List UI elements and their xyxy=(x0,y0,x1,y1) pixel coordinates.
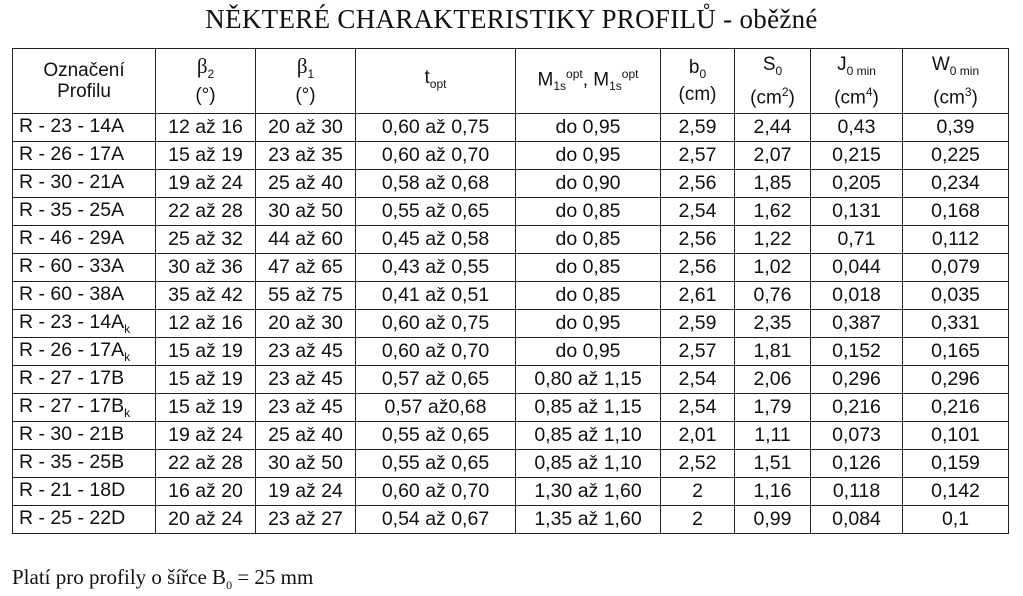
cell-oznaceni: R - 30 - 21A xyxy=(13,170,156,198)
cell-w0: 0,168 xyxy=(903,198,1009,226)
cell-oznaceni: R - 35 - 25B xyxy=(13,450,156,478)
cell-m1s: 1,35 až 1,60 xyxy=(516,506,661,534)
cell-beta1: 25 až 40 xyxy=(256,170,356,198)
cell-topt: 0,45 až 0,58 xyxy=(356,226,516,254)
cell-m1s: do 0,85 xyxy=(516,282,661,310)
cell-s0: 1,22 xyxy=(735,226,811,254)
cell-w0: 0,1 xyxy=(903,506,1009,534)
cell-topt: 0,41 až 0,51 xyxy=(356,282,516,310)
cell-j0: 0,43 xyxy=(811,114,903,142)
cell-beta2: 22 až 28 xyxy=(156,450,256,478)
cell-w0: 0,331 xyxy=(903,310,1009,338)
cell-b0: 2,57 xyxy=(661,338,735,366)
header-m1s: $M_{1s}^{opt}$, $M_{1s}^{opt}$ xyxy=(516,49,661,114)
cell-topt: 0,57 až 0,65 xyxy=(356,366,516,394)
cell-beta1: 20 až 30 xyxy=(256,310,356,338)
cell-b0: 2,59 xyxy=(661,114,735,142)
cell-beta1: 25 až 40 xyxy=(256,422,356,450)
table-row xyxy=(13,478,1009,506)
cell-s0: 1,51 xyxy=(735,450,811,478)
cell-j0: 0,387 xyxy=(811,310,903,338)
cell-b0: 2 xyxy=(661,478,735,506)
cell-beta1: 23 až 35 xyxy=(256,142,356,170)
cell-w0: 0,225 xyxy=(903,142,1009,170)
table-row xyxy=(13,282,1009,310)
table-row xyxy=(13,142,1009,170)
cell-beta2: 12 až 16 xyxy=(156,114,256,142)
cell-b0: 2,57 xyxy=(661,142,735,170)
cell-topt: 0,60 až 0,75 xyxy=(356,114,516,142)
cell-oznaceni: R - $23 - 14A_k$ xyxy=(13,310,156,338)
header-w0: $W_{0 min}$ $(cm^3)$ xyxy=(903,49,1009,114)
table-row xyxy=(13,394,1009,422)
cell-beta1: 23 až 27 xyxy=(256,506,356,534)
cell-j0: 0,126 xyxy=(811,450,903,478)
cell-w0: 0,142 xyxy=(903,478,1009,506)
cell-oznaceni: R - $27 - 17B_k$ xyxy=(13,394,156,422)
table-row xyxy=(13,114,1009,142)
cell-topt: 0,55 až 0,65 xyxy=(356,450,516,478)
cell-beta2: 15 až 19 xyxy=(156,394,256,422)
cell-j0: 0,205 xyxy=(811,170,903,198)
cell-s0: 1,85 xyxy=(735,170,811,198)
cell-w0: 0,035 xyxy=(903,282,1009,310)
cell-oznaceni: R - 27 - 17B xyxy=(13,366,156,394)
cell-b0: 2,54 xyxy=(661,394,735,422)
cell-w0: 0,079 xyxy=(903,254,1009,282)
cell-s0: 2,06 xyxy=(735,366,811,394)
table-row xyxy=(13,226,1009,254)
cell-beta1: 20 až 30 xyxy=(256,114,356,142)
cell-oznaceni: R - 26 - 17A xyxy=(13,142,156,170)
cell-s0: 2,07 xyxy=(735,142,811,170)
cell-m1s: 0,85 až 1,10 xyxy=(516,422,661,450)
cell-topt: 0,55 až 0,65 xyxy=(356,422,516,450)
cell-w0: 0,39 xyxy=(903,114,1009,142)
cell-oznaceni: R - $26 - 17A_k$ xyxy=(13,338,156,366)
cell-beta1: 23 až 45 xyxy=(256,366,356,394)
cell-beta1: 55 až 75 xyxy=(256,282,356,310)
cell-m1s: 1,30 až 1,60 xyxy=(516,478,661,506)
table-row xyxy=(13,506,1009,534)
cell-oznaceni: R - 46 - 29A xyxy=(13,226,156,254)
cell-beta1: 44 až 60 xyxy=(256,226,356,254)
cell-topt: 0,58 až 0,68 xyxy=(356,170,516,198)
cell-beta1: 47 až 65 xyxy=(256,254,356,282)
cell-m1s: do 0,85 xyxy=(516,198,661,226)
cell-oznaceni: R - 60 - 33A xyxy=(13,254,156,282)
cell-oznaceni: R - 25 - 22D xyxy=(13,506,156,534)
cell-m1s: do 0,95 xyxy=(516,142,661,170)
header-beta2: $\beta_2$ (°) xyxy=(156,49,256,114)
cell-oznaceni: R - 60 - 38A xyxy=(13,282,156,310)
cell-beta1: 30 až 50 xyxy=(256,450,356,478)
cell-beta2: 25 až 32 xyxy=(156,226,256,254)
cell-topt: 0,43 až 0,55 xyxy=(356,254,516,282)
cell-b0: 2,56 xyxy=(661,254,735,282)
cell-j0: 0,073 xyxy=(811,422,903,450)
cell-s0: 1,02 xyxy=(735,254,811,282)
cell-beta1: 23 až 45 xyxy=(256,394,356,422)
cell-m1s: do 0,95 xyxy=(516,114,661,142)
table-row xyxy=(13,198,1009,226)
cell-beta2: 35 až 42 xyxy=(156,282,256,310)
cell-m1s: do 0,95 xyxy=(516,338,661,366)
cell-beta2: 15 až 19 xyxy=(156,366,256,394)
cell-b0: 2,56 xyxy=(661,226,735,254)
header-s0: $S_0$ $(cm^2)$ xyxy=(735,49,811,114)
cell-j0: 0,084 xyxy=(811,506,903,534)
cell-oznaceni: R - 35 - 25A xyxy=(13,198,156,226)
cell-beta1: 19 až 24 xyxy=(256,478,356,506)
header-j0: $J_{0 min}$ $(cm^4)$ xyxy=(811,49,903,114)
table-row xyxy=(13,422,1009,450)
cell-j0: 0,152 xyxy=(811,338,903,366)
cell-topt: 0,60 až 0,70 xyxy=(356,338,516,366)
cell-b0: 2,54 xyxy=(661,366,735,394)
header-oznaceni: Označení Profilu xyxy=(13,49,156,114)
cell-m1s: 0,85 až 1,10 xyxy=(516,450,661,478)
cell-w0: 0,216 xyxy=(903,394,1009,422)
cell-s0: 1,62 xyxy=(735,198,811,226)
cell-s0: 1,79 xyxy=(735,394,811,422)
cell-topt: 0,57 až0,68 xyxy=(356,394,516,422)
cell-m1s: do 0,90 xyxy=(516,170,661,198)
header-b0: $b_0$ (cm) xyxy=(661,49,735,114)
cell-s0: 1,16 xyxy=(735,478,811,506)
cell-b0: 2,01 xyxy=(661,422,735,450)
cell-beta2: 20 až 24 xyxy=(156,506,256,534)
cell-b0: 2,52 xyxy=(661,450,735,478)
header-beta1: $\beta_1$ (°) xyxy=(256,49,356,114)
cell-j0: 0,044 xyxy=(811,254,903,282)
cell-topt: 0,55 až 0,65 xyxy=(356,198,516,226)
cell-m1s: do 0,85 xyxy=(516,254,661,282)
cell-s0: 0,99 xyxy=(735,506,811,534)
profiles-table xyxy=(12,48,1009,534)
table-body xyxy=(13,114,1009,534)
cell-j0: 0,216 xyxy=(811,394,903,422)
table-row xyxy=(13,450,1009,478)
cell-j0: 0,71 xyxy=(811,226,903,254)
cell-s0: 2,35 xyxy=(735,310,811,338)
cell-oznaceni: R - 21 - 18D xyxy=(13,478,156,506)
cell-beta2: 19 až 24 xyxy=(156,170,256,198)
table-row xyxy=(13,254,1009,282)
header-row xyxy=(13,49,1009,114)
cell-w0: 0,101 xyxy=(903,422,1009,450)
cell-topt: 0,60 až 0,70 xyxy=(356,142,516,170)
cell-w0: 0,234 xyxy=(903,170,1009,198)
table-row xyxy=(13,310,1009,338)
cell-beta2: 19 až 24 xyxy=(156,422,256,450)
cell-m1s: 0,80 až 1,15 xyxy=(516,366,661,394)
cell-j0: 0,215 xyxy=(811,142,903,170)
cell-b0: 2,56 xyxy=(661,170,735,198)
cell-m1s: do 0,95 xyxy=(516,310,661,338)
cell-beta2: 12 až 16 xyxy=(156,310,256,338)
cell-m1s: do 0,85 xyxy=(516,226,661,254)
cell-topt: 0,60 až 0,75 xyxy=(356,310,516,338)
cell-beta2: 22 až 28 xyxy=(156,198,256,226)
cell-b0: 2,54 xyxy=(661,198,735,226)
cell-b0: 2 xyxy=(661,506,735,534)
cell-j0: 0,296 xyxy=(811,366,903,394)
table-row xyxy=(13,366,1009,394)
cell-j0: 0,018 xyxy=(811,282,903,310)
cell-oznaceni: R - 23 - 14A xyxy=(13,114,156,142)
cell-topt: 0,60 až 0,70 xyxy=(356,478,516,506)
cell-j0: 0,131 xyxy=(811,198,903,226)
cell-beta1: 30 až 50 xyxy=(256,198,356,226)
cell-w0: 0,296 xyxy=(903,366,1009,394)
cell-beta1: 23 až 45 xyxy=(256,338,356,366)
table-row xyxy=(13,170,1009,198)
cell-w0: 0,112 xyxy=(903,226,1009,254)
cell-b0: 2,59 xyxy=(661,310,735,338)
cell-s0: 0,76 xyxy=(735,282,811,310)
cell-beta2: 30 až 36 xyxy=(156,254,256,282)
header-topt: $t_{opt}$ xyxy=(356,49,516,114)
cell-b0: 2,61 xyxy=(661,282,735,310)
page-title: NĚKTERÉ CHARAKTERISTIKY PROFILŮ - oběžné xyxy=(205,4,818,34)
cell-s0: 1,81 xyxy=(735,338,811,366)
cell-j0: 0,118 xyxy=(811,478,903,506)
cell-oznaceni: R - 30 - 21B xyxy=(13,422,156,450)
cell-beta2: 15 až 19 xyxy=(156,142,256,170)
cell-m1s: 0,85 až 1,15 xyxy=(516,394,661,422)
cell-w0: 0,165 xyxy=(903,338,1009,366)
cell-topt: 0,54 až 0,67 xyxy=(356,506,516,534)
cell-s0: 2,44 xyxy=(735,114,811,142)
cell-s0: 1,11 xyxy=(735,422,811,450)
cell-beta2: 16 až 20 xyxy=(156,478,256,506)
footnote: Platí pro profily o šířce $B_0 = 25$ mm xyxy=(12,565,314,593)
cell-w0: 0,159 xyxy=(903,450,1009,478)
table-row xyxy=(13,338,1009,366)
cell-beta2: 15 až 19 xyxy=(156,338,256,366)
